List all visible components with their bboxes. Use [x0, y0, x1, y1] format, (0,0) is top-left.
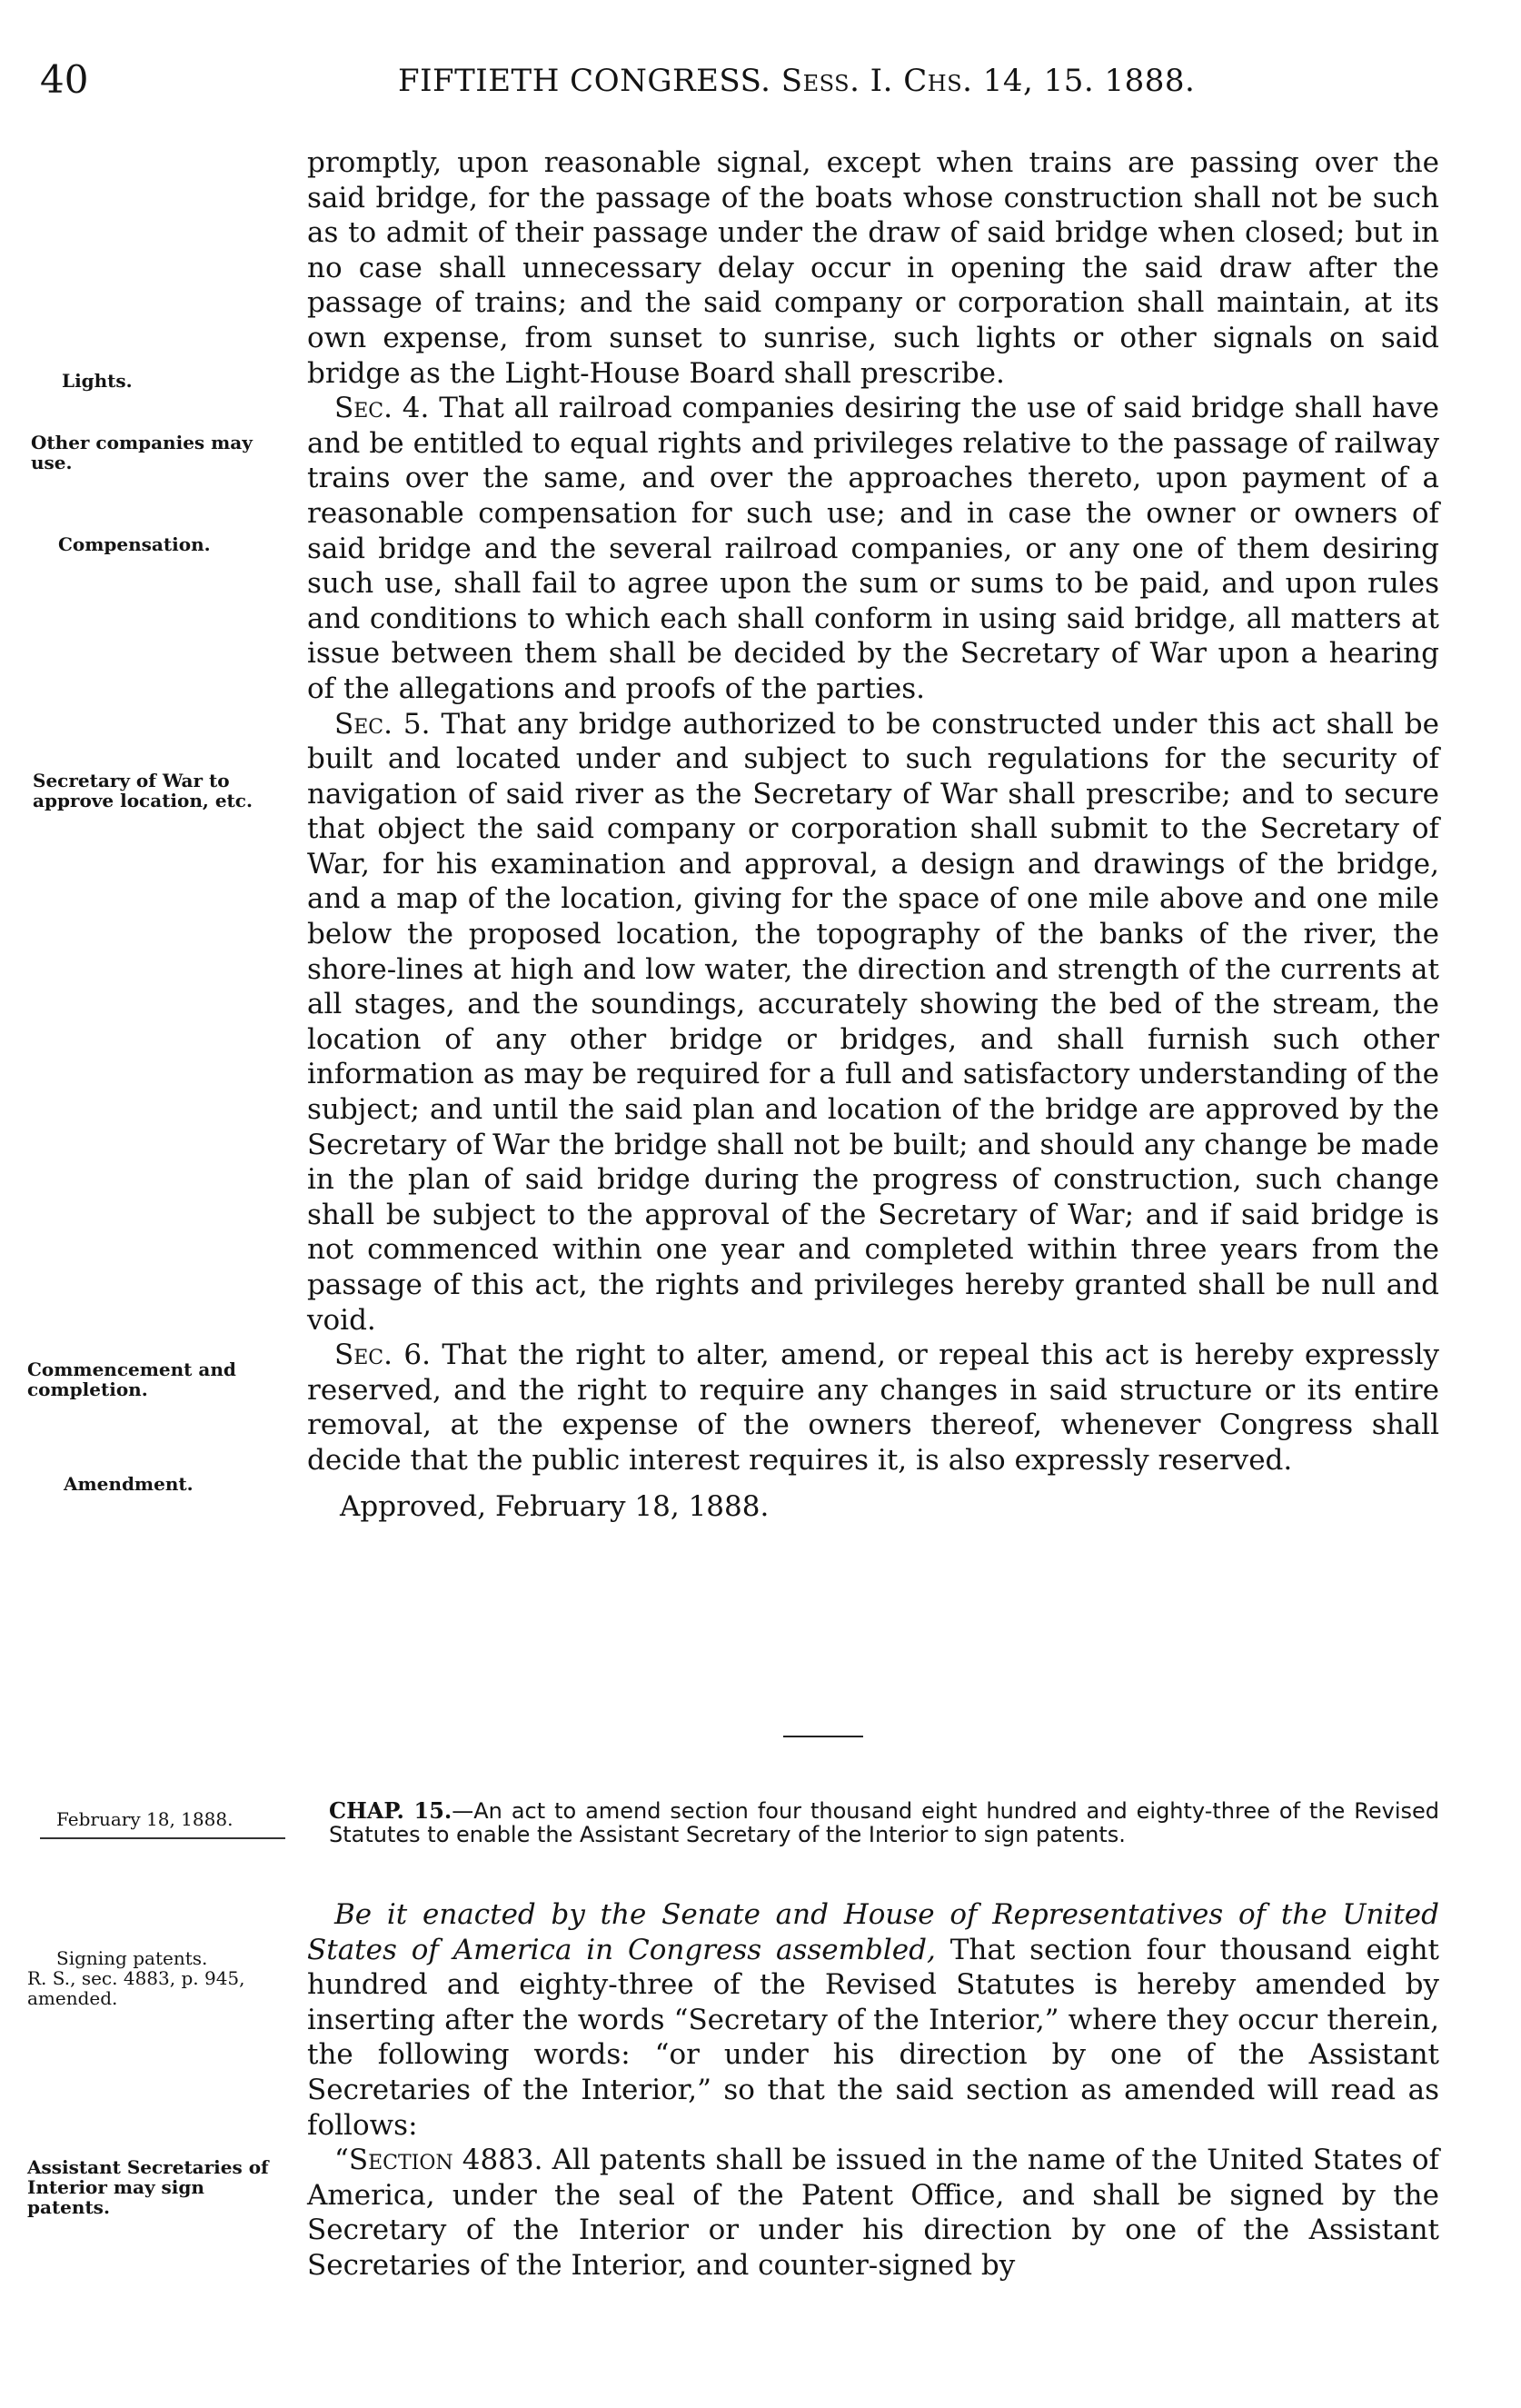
margin-date-rule [40, 1837, 285, 1839]
section-6 [307, 1338, 1439, 1478]
section-5-label: Sec. 5. [334, 707, 431, 741]
margin-note-compensation: Compensation. [58, 533, 211, 555]
margin-note-amendment: Amendment. [64, 1473, 194, 1495]
section-4883 [307, 2143, 1439, 2283]
year-label: 1888. [1104, 63, 1196, 99]
chapter-15-date: February 18, 1888. [56, 1808, 234, 1830]
paragraph-continuation: promptly, upon reasonable signal, except when trains are passing over the said bridge, for the passage of the boats whose construction shall not be such as to admit of their passage under the draw of said bridge when closed; but in no case shall unnecessary delay occur in opening the said draw after the passage of trains; and the said company or corporation shall maintain, at its own expense, from sunset to sunrise, such lights or other signals on said bridge as the Light-House Board shall prescribe. [307, 146, 1439, 390]
chapter-15-heading [329, 1799, 1439, 1846]
session-label: Sess. I. [780, 63, 893, 99]
section-5-text: That any bridge authorized to be constructed under this act shall be built and located under and subject to such regulations for the security of navigation of said river as the Secretary of War shall prescribe; and to secure that object the said company or corporation shall submit to the Secretary of War, for his examination and approval, a design and drawings of the bridge, and a map of the location, giving for the space of one mile above and one mile below the proposed location, the topography of the banks of the river, the shore-lines at high and low water, the direction and strength of the currents at all stages, and the soundings, accurately showing the bed of the stream, the location of any other bridge or bridges, and shall furnish such other information as may be required for a full and satisfactory understanding of the subject; and until the said plan and location of the bridge are approved by the Secretary of War the bridge shall not be built; and should any change be made in the plan of said bridge during the progress of construction, such change shall be subject to the approval of the Secretary of War; and if said bridge is not commenced within one year and completed within three years from the passage of this act, the rights and privileges hereby granted shall be null and void. [307, 707, 1439, 1337]
chapter-divider-rule [783, 1736, 863, 1737]
approval-date: Approved, February 18, 1888. [340, 1489, 770, 1523]
section-4 [307, 391, 1439, 706]
enacting-paragraph [307, 1897, 1439, 2143]
page-header [0, 55, 1521, 109]
section-4883-text: All patents shall be issued in the name of the United States of America, under the seal of the Patent Office, and shall be signed by the Secretary of the Interior or under his direction by one of the Assistant Secretaries of the Interior, and counter-signed by [307, 2144, 1439, 2282]
chapter-15-label: CHAP. 15. [329, 1797, 452, 1824]
section-6-text: That the right to alter, amend, or repeal this act is hereby expressly reserved, and the right to require any changes in said structure or its entire removal, at the expense of the owners thereof, whenever Congress shall decide that the public interest requires it, is also expressly reserved. [307, 1338, 1440, 1477]
congress-title: FIFTIETH CONGRESS. [398, 63, 771, 99]
chapter-15-body [307, 1897, 1439, 2284]
section-5 [307, 707, 1439, 1338]
page-number: 40 [40, 57, 89, 102]
margin-note-other-companies: Other companies may use. [31, 432, 253, 473]
chapter-14-body [307, 145, 1439, 1524]
chapter-15-title: —An act to amend section four thousand eight hundred and eighty-three of the Revised Statutes to enable the Assistant Secretary of the Interior to sign patents. [329, 1798, 1439, 1847]
margin-note-assistant-secretaries: Assistant Secretaries of Interior may sign patents. [27, 2156, 269, 2218]
margin-note-signing-patents: Signing patents. [56, 1947, 208, 1969]
section-6-label: Sec. 6. [334, 1338, 431, 1372]
section-4-text: That all railroad companies desiring the use of said bridge shall have and be entitled to equal rights and privileges relative to the passage of railway trains over the same, and over the approaches thereto, upon payment of a reasonable compensation for such use; and in case the owner or owners of said bridge and the several railroad companies, or any one of them desiring such use, shall fail to agree upon the sum or sums to be paid, and upon rules and conditions to which each shall conform in using said bridge, all matters at issue between them shall be decided by the Secretary of War upon a hearing of the allegations and proofs of the parties. [307, 392, 1439, 705]
margin-note-commencement: Commencement and completion. [27, 1358, 236, 1400]
running-head [398, 58, 1195, 104]
section-4-label: Sec. 4. [334, 392, 430, 425]
margin-note-rs-citation: R. S., sec. 4883, p. 945, amended. [27, 1967, 245, 2009]
enacting-clause: Be it enacted by the Senate and House of Representatives of the United States of America in Congress assembled, [307, 1898, 1439, 1966]
margin-note-lights: Lights. [62, 370, 133, 392]
margin-note-secretary-of-war: Secretary of War to approve location, etc. [33, 770, 253, 811]
chapters-label: Chs. 14, 15. [903, 63, 1095, 99]
enacting-paragraph-text: That section four thousand eight hundred and eighty-three of the Revised Statutes is hereby amended by inserting after the words “Secretary of the Interior,” where they occur therein, the following words: “or under his direction by one of the Assistant Secretaries of the Interior,” so that the said section as amended will read as follows: [307, 1933, 1439, 2142]
section-4883-label: “Section 4883. [334, 2144, 543, 2177]
